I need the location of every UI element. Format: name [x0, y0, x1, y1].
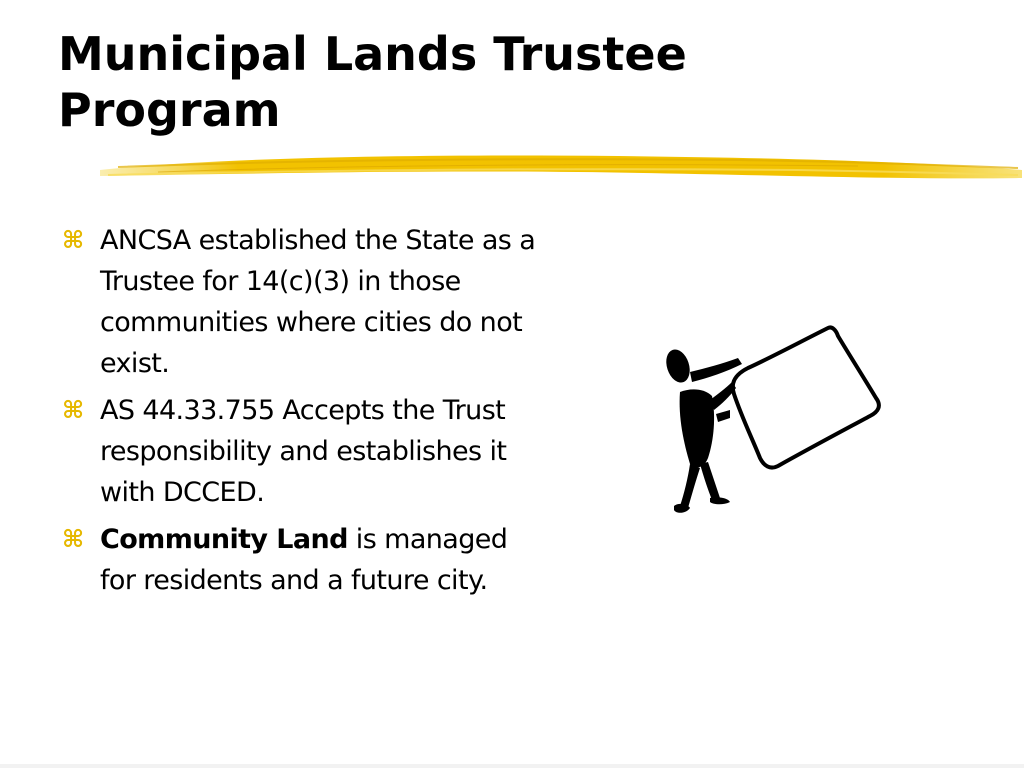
- command-key-icon: ⌘: [62, 525, 84, 553]
- bullet-text-1: ANCSA established the State as a Trustee for 14(c)(3) in those communities where cities do not exist.: [100, 225, 536, 379]
- command-key-icon: ⌘: [62, 226, 84, 254]
- bullet-text-3: is managed for residents and a future city.: [100, 524, 508, 596]
- bullet-item-3: [62, 519, 542, 601]
- bullet-item-2: [62, 390, 542, 513]
- title-line-2: Program: [58, 83, 281, 137]
- yellow-brush-stroke: [98, 148, 1024, 188]
- title-line-1: Municipal Lands Trustee: [58, 27, 687, 81]
- bullet-item-1: [62, 220, 542, 384]
- person-holding-sign-clipart: [660, 318, 890, 518]
- command-key-icon: ⌘: [62, 396, 84, 424]
- bullet-list: [62, 220, 542, 607]
- bullet-text-2: AS 44.33.755 Accepts the Trust responsibility and establishes it with DCCED.: [100, 395, 507, 508]
- slide-title: [58, 26, 958, 138]
- bottom-divider: [0, 764, 1024, 768]
- bullet-bold-text-3: Community Land: [100, 524, 348, 555]
